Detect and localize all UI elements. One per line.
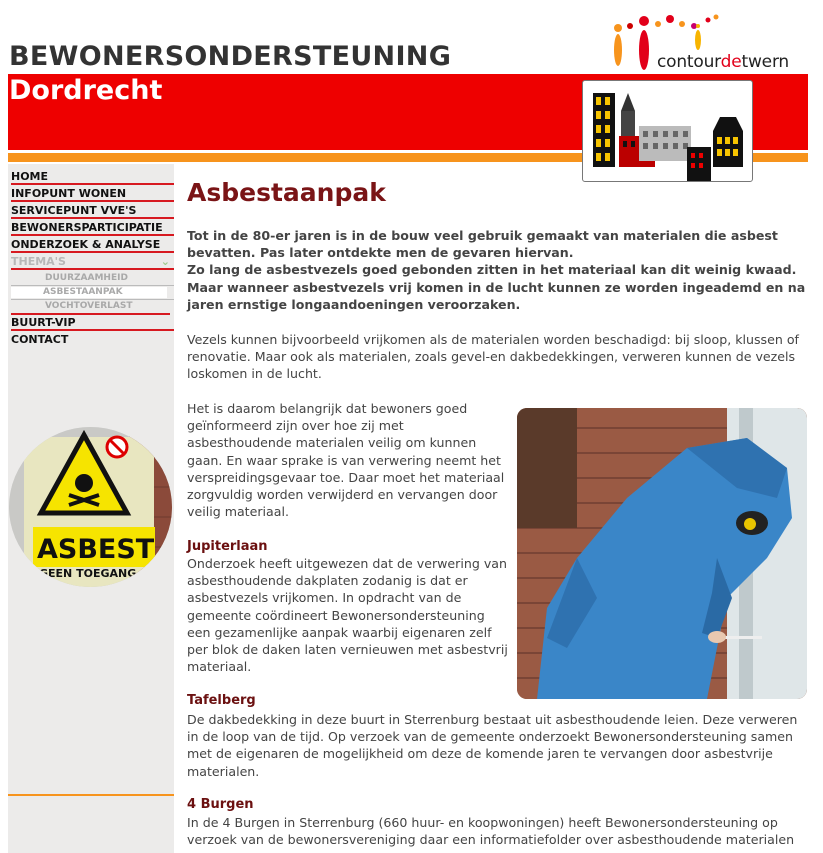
nav-item-themas[interactable] [11, 255, 174, 270]
intro-paragraph: Tot in de 80-er jaren is in de bouw veel gebruik gemaakt van materialen die asbest bevatten. Pas later ontdekte men de gevaren hiervan. Zo lang de asbestvezels goed gebonden zitten in het materiaal kan dit weinig kwaad. Maar wanneer asbestvezels vrij komen in de lucht kunnen ze worden ingeademd en na jaren ernstige longaandoeningen veroorzaken. [187, 228, 806, 312]
nav-item-servicepunt-vves[interactable]: SERVICEPUNT VVE'S [11, 204, 174, 219]
heading-4-burgen: 4 Burgen [187, 797, 254, 812]
paragraph-tafelberg: De dakbedekking in deze buurt in Sterrenburg bestaat uit asbesthoudende leien. Deze verweren in de loop van de tijd. Op verzoek van de gemeente onderzoekt Bewonersondersteuning samen met de eigenaren de mogelijkheid om deze de komende jaren te vervangen door asbestvrije materialen. [187, 712, 798, 779]
nav-item-contact[interactable]: CONTACT [11, 333, 69, 346]
asbest-sign-text: ASBEST [37, 534, 155, 565]
nav-item-themas-label: THEMA'S [11, 255, 66, 268]
city-skyline-illustration [582, 80, 753, 182]
paragraph-jupiterlaan: Onderzoek heeft uitgewezen dat de verwering van asbesthoudende dakplaten zodanig is dat er asbestvezels vrijkomen. In opdracht van de gemeente coördineert Bewonersondersteuning een gezamenlijke aanpak waarbij eigenaren zelf per blok de daken laten vernieuwen met asbestvrij materiaal. [187, 556, 508, 675]
asbest-sign-image [9, 427, 172, 587]
chevron-down-icon: ⌄ [160, 255, 170, 268]
asbest-sign-subtext: GEEN TOEGANG [39, 567, 137, 580]
site-title: BEWONERSONDERSTEUNING [9, 41, 452, 72]
heading-jupiterlaan: Jupiterlaan [187, 539, 268, 554]
sub-item-vochtoverlast[interactable]: VOCHTOVERLAST [45, 301, 133, 311]
nav-item-infopunt-wonen[interactable]: INFOPUNT WONEN [11, 187, 174, 202]
paragraph-informatie: Het is daarom belangrijk dat bewoners goed geïnformeerd zijn over hoe zij met asbesthoudende materialen veilig om kunnen gaan. En waar sprake is van verwering neemt het verspreidingsgevaar toe. Daar moet het materiaal zorgvuldig worden verwijderd en vervangen door veilig materiaal. [187, 401, 505, 520]
heading-tafelberg: Tafelberg [187, 693, 256, 708]
sub-item-duurzaamheid[interactable]: DUURZAAMHEID [45, 273, 128, 283]
page-heading: Asbestaanpak [187, 178, 386, 207]
sub-item-asbestaanpak[interactable]: ASBESTAANPAK [11, 287, 167, 298]
nav-item-onderzoek-analyse[interactable]: ONDERZOEK & ANALYSE [11, 238, 174, 253]
logo-text[interactable]: contourdetwern [657, 52, 790, 72]
paragraph-4-burgen: In de 4 Burgen in Sterrenburg (660 huur- en koopwoningen) heeft Bewonersondersteuning op verzoek van de bewonersvereniging daar een informatiefolder over asbesthoudende materialen [187, 815, 795, 848]
nav-item-home[interactable]: HOME [11, 170, 174, 185]
nav-item-buurt-vip[interactable]: BUURT-VIP [11, 316, 174, 331]
sub-divider [11, 299, 174, 300]
city-title: Dordrecht [9, 75, 163, 106]
sub-divider [11, 285, 174, 286]
nav-item-bewonersparticipatie[interactable]: BEWONERSPARTICIPATIE [11, 221, 174, 236]
asbestos-worker-photo [517, 408, 807, 699]
paragraph-vezels: Vezels kunnen bijvoorbeeld vrijkomen als de materialen worden beschadigd: bij sloop, klussen of renovatie. Maar ook als materialen, zoals gevel-en dakbedekkingen, verweren kunnen de vezels loskomen in de lucht. [187, 332, 799, 382]
sidebar-bottom-line [8, 794, 174, 796]
nav-divider [11, 313, 170, 315]
